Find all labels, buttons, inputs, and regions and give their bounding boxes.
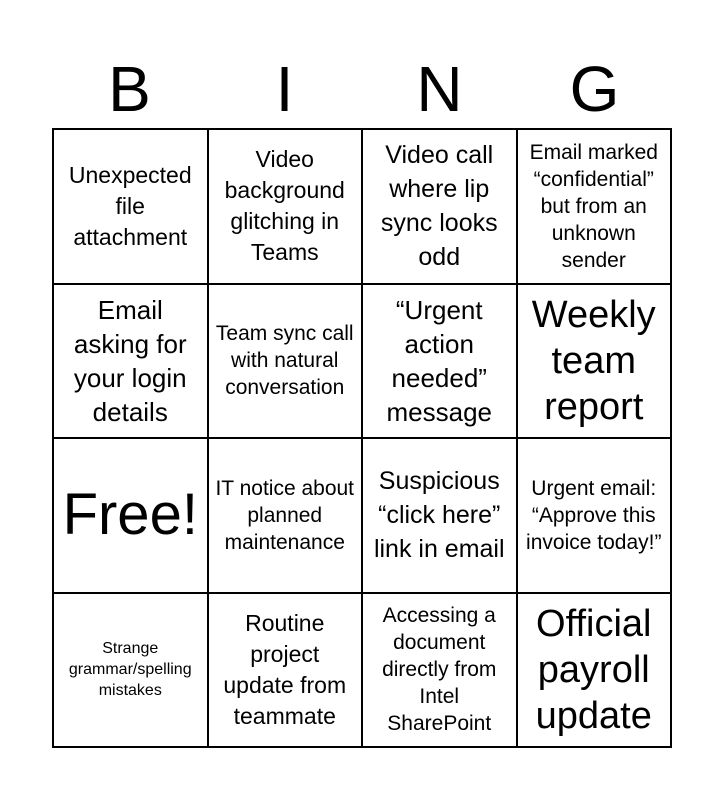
header-letter-i: I bbox=[275, 53, 294, 125]
cell-text: Suspicious “click here” link in email bbox=[373, 467, 505, 564]
bingo-cell[interactable] bbox=[53, 284, 208, 439]
header-letter-b: B bbox=[108, 53, 151, 125]
bingo-cell[interactable] bbox=[208, 284, 363, 439]
cell-text: IT notice about planned maintenance bbox=[215, 476, 355, 554]
bingo-cell[interactable] bbox=[517, 438, 672, 593]
cell-text: Strange grammar/spelling mistakes bbox=[68, 640, 192, 700]
free-cell[interactable] bbox=[53, 438, 208, 593]
bingo-cell[interactable] bbox=[53, 129, 208, 284]
cell-text: “Urgent action needed” message bbox=[386, 294, 492, 427]
cell-text: Weekly team report bbox=[531, 293, 656, 428]
bingo-cell[interactable] bbox=[517, 284, 672, 439]
cell-text: Video background glitching in Teams bbox=[224, 146, 345, 266]
bingo-board bbox=[52, 128, 672, 748]
bingo-cell[interactable] bbox=[208, 438, 363, 593]
bingo-cell[interactable] bbox=[362, 284, 517, 439]
bingo-cell[interactable] bbox=[208, 129, 363, 284]
bingo-cell[interactable] bbox=[208, 593, 363, 748]
cell-text: Routine project update from teammate bbox=[223, 609, 347, 729]
cell-text: Free! bbox=[62, 482, 198, 548]
header-letter-g: G bbox=[569, 53, 620, 125]
cell-text: Unexpected file attachment bbox=[68, 161, 192, 250]
bingo-cell[interactable] bbox=[362, 129, 517, 284]
cell-text: Email marked “confidential” but from an unknown sender bbox=[529, 140, 658, 272]
bingo-cell[interactable] bbox=[53, 593, 208, 748]
header-letter-n: N bbox=[416, 53, 463, 125]
cell-text: Team sync call with natural conversation bbox=[215, 322, 354, 400]
bingo-header bbox=[52, 52, 672, 126]
bingo-cell[interactable] bbox=[362, 593, 517, 748]
cell-text: Accessing a document directly from Intel SharePoint bbox=[382, 604, 497, 736]
bingo-cell[interactable] bbox=[362, 438, 517, 593]
cell-text: Email asking for your login details bbox=[73, 294, 187, 427]
bingo-cell[interactable] bbox=[517, 129, 672, 284]
bingo-cell[interactable] bbox=[517, 593, 672, 748]
cell-text: Official payroll update bbox=[535, 602, 652, 737]
cell-text: Urgent email: “Approve this invoice today!” bbox=[526, 476, 662, 554]
cell-text: Video call where lip sync looks odd bbox=[380, 141, 498, 272]
